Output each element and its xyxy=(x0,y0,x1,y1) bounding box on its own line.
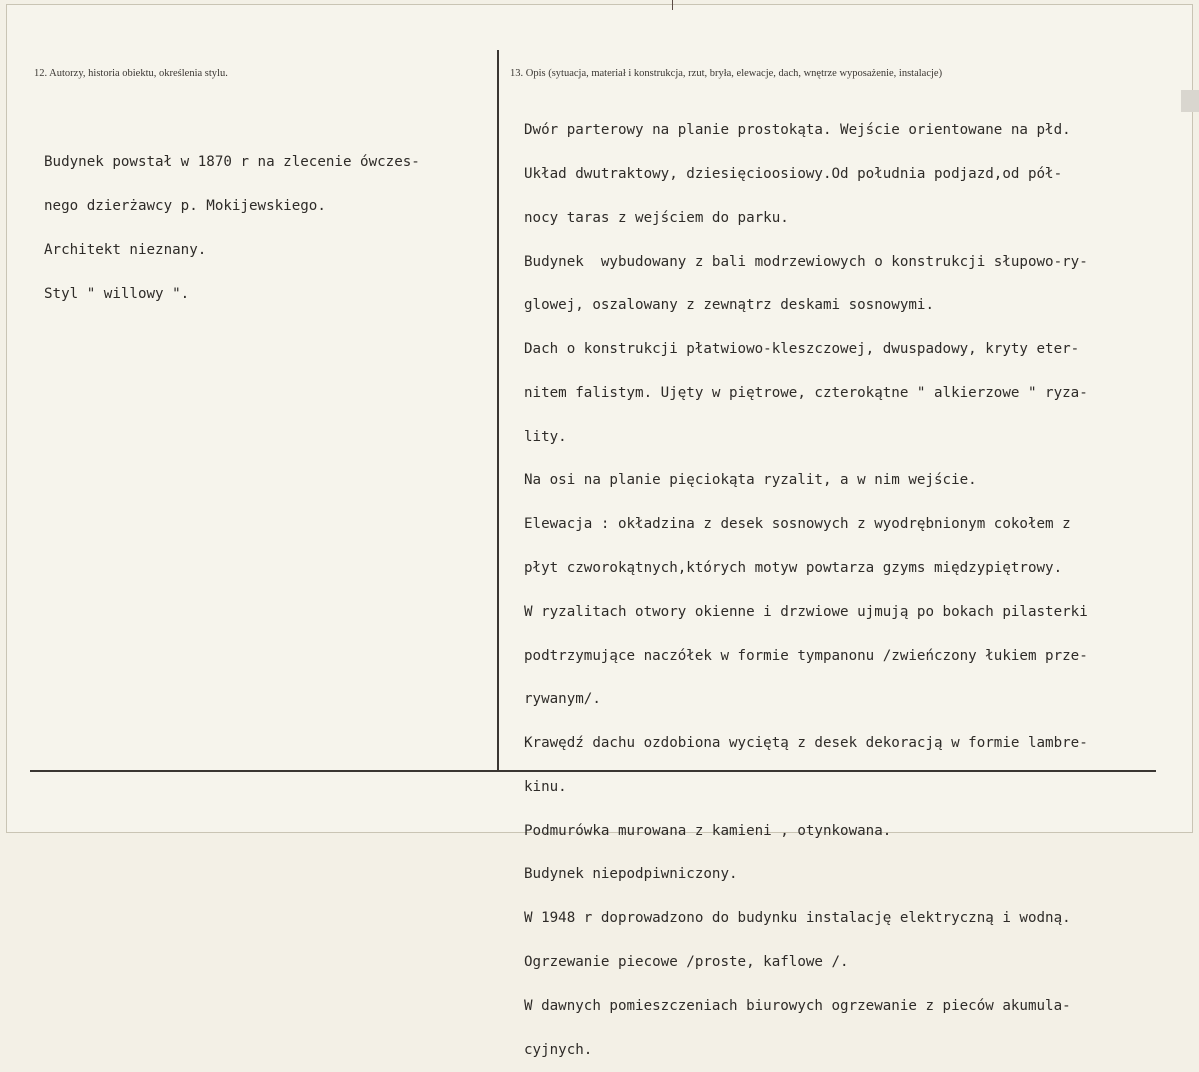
text-line: Architekt nieznany. xyxy=(44,241,207,258)
section-12-heading: 12. Autorzy, historia obiektu, określenia stylu. xyxy=(34,68,228,79)
text-line: Budynek niepodpiwniczony. xyxy=(524,866,738,883)
text-line: Układ dwutraktowy, dziesięcioosiowy.Od południa podjazd,od pół- xyxy=(524,165,1063,182)
text-line: nocy taras z wejściem do parku. xyxy=(524,209,789,226)
text-line: Ogrzewanie piecowe /proste, kaflowe /. xyxy=(524,954,849,971)
text-line: Budynek powstał w 1870 r na zlecenie ówczes- xyxy=(44,154,420,171)
card-edge-mark xyxy=(672,0,673,10)
section-13-text xyxy=(524,94,1088,1072)
text-line: kinu. xyxy=(524,778,567,795)
card-corner-tab xyxy=(1181,90,1199,112)
text-line: Elewacja : okładzina z desek sosnowych z wyodrębnionym cokołem z xyxy=(524,516,1071,533)
text-line: Podmurówka murowana z kamieni , otynkowana. xyxy=(524,822,892,839)
text-line: Dwór parterowy na planie prostokąta. Wejście orientowane na płd. xyxy=(524,122,1071,139)
text-line: Dach o konstrukcji płatwiowo-kleszczowej, dwuspadowy, kryty eter- xyxy=(524,341,1080,358)
text-line: nitem falistym. Ujęty w piętrowe, czterokątne " alkierzowe " ryza- xyxy=(524,384,1088,401)
text-line: W ryzalitach otwory okienne i drzwiowe ujmują po bokach pilasterki xyxy=(524,603,1088,620)
text-line: podtrzymujące naczółek w formie tympanonu /zwieńczony łukiem prze- xyxy=(524,647,1088,664)
text-line: Budynek wybudowany z bali modrzewiowych o konstrukcji słupowo-ry- xyxy=(524,253,1088,270)
section-12-text xyxy=(44,126,420,316)
text-line: W 1948 r doprowadzono do budynku instalację elektryczną i wodną. xyxy=(524,910,1071,927)
text-line: glowej, oszalowany z zewnątrz deskami sosnowymi. xyxy=(524,297,934,314)
text-line: Na osi na planie pięciokąta ryzalit, a w nim wejście. xyxy=(524,472,977,489)
text-line: Styl " willowy ". xyxy=(44,285,190,302)
text-line: lity. xyxy=(524,428,567,445)
section-13-heading: 13. Opis (sytuacja, materiał i konstrukcja, rzut, bryła, elewacje, dach, wnętrze wyposażenie, instalacje) xyxy=(510,68,943,79)
text-line: nego dzierżawcy p. Mokijewskiego. xyxy=(44,197,326,214)
text-line: cyjnych. xyxy=(524,1041,593,1058)
text-line: W dawnych pomieszczeniach biurowych ogrzewanie z pieców akumula- xyxy=(524,997,1071,1014)
text-line: rywanym/. xyxy=(524,691,601,708)
text-line: płyt czworokątnych,których motyw powtarza gzyms międzypiętrowy. xyxy=(524,560,1063,576)
text-line: Krawędź dachu ozdobiona wyciętą z desek dekoracją w formie lambre- xyxy=(524,735,1088,752)
column-divider xyxy=(497,50,499,772)
